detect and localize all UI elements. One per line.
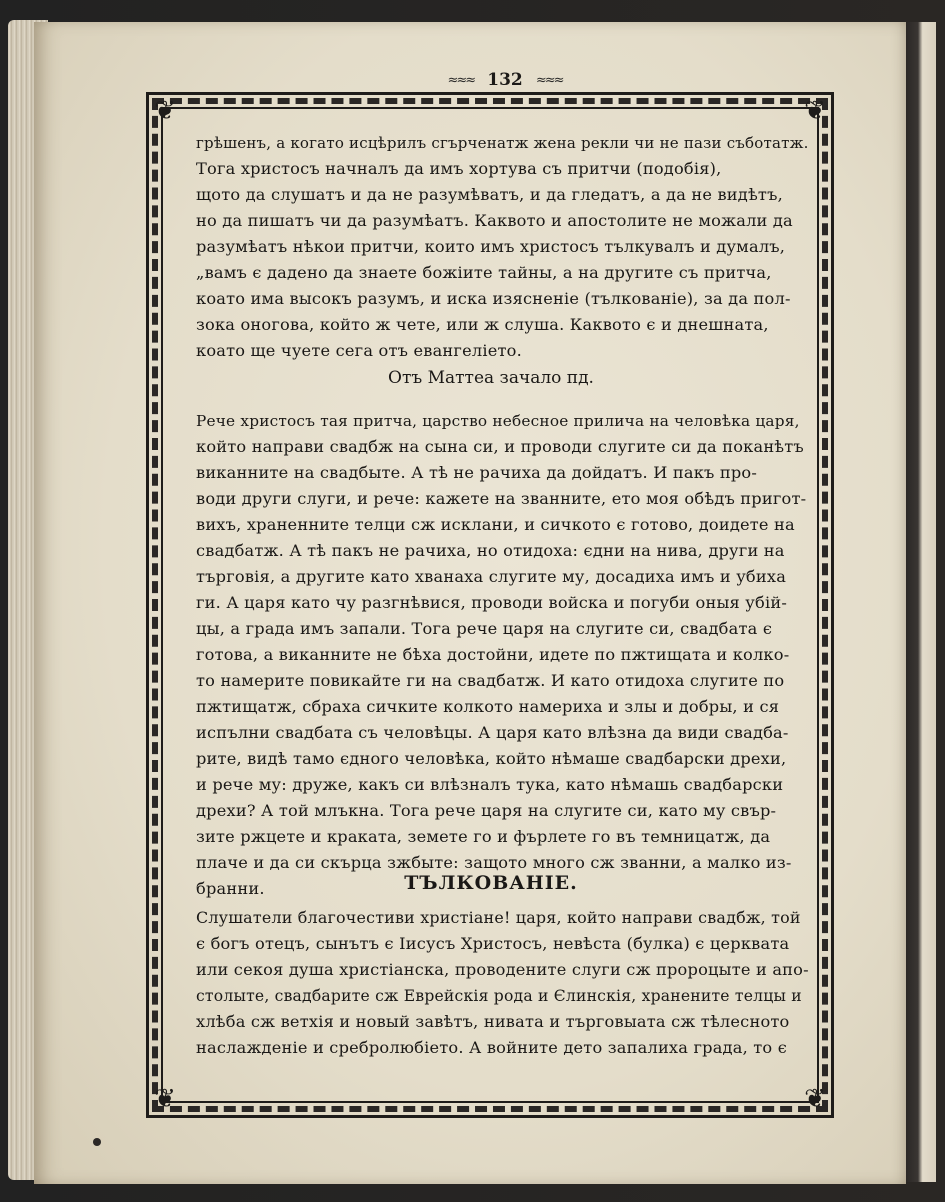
text-line: вихъ, храненните телци сж исклани, и сичкото є готово, доидете на bbox=[196, 515, 795, 534]
text-line: свадбатж. А тѣ пакъ не рачиха, но отидоха: єдни на нива, други на bbox=[196, 541, 785, 560]
text-line: „вамъ є дадено да знаете божіите тайны, а на другите съ притча, bbox=[196, 263, 772, 282]
text-line: готова, а виканните не бѣха достойни, идете по пжтищата и колко- bbox=[196, 645, 790, 664]
text-line: бранни. bbox=[196, 879, 265, 898]
text-line: зока оногова, който ж чете, или ж слуша. Каквото є и днешната, bbox=[196, 315, 769, 334]
text-line: и рече му: друже, какъ си влѣзналъ тука, като нѣмашь свадбарски bbox=[196, 775, 784, 794]
text-line: наслажденіе и сребролюбіето. А войните дето запалиха града, то є bbox=[196, 1038, 787, 1057]
text-line: рите, видѣ тамо єдного человѣка, който нѣмаше свадбарски дрехи, bbox=[196, 749, 787, 768]
text-line: є богъ отецъ, сынътъ є Іисусъ Христосъ, невѣста (булка) є церквата bbox=[196, 934, 790, 953]
text-line: пжтищатж, сбраха сичките колкото намериха и злы и добры, и ся bbox=[196, 697, 780, 716]
text-line: Тога христосъ начналъ да имъ хортува съ притчи (подобія), bbox=[196, 159, 722, 178]
text-line: зите ржцете и краката, земете го и фърлете го въ темницатж, да bbox=[196, 827, 771, 846]
text-line: води други слуги, и рече: кажете на званните, ето моя обѣдъ пригот- bbox=[196, 489, 807, 508]
text-line: хлѣба сж ветхія и новый завѣтъ, нивата и търговыата сж тѣлесното bbox=[196, 1012, 790, 1031]
reading-title: Отъ Маттеа зачало пд. bbox=[388, 368, 594, 388]
ink-spot bbox=[93, 1138, 101, 1146]
text-line: Рече христосъ тая притча, царство небесное прилича на человѣка царя, bbox=[196, 412, 800, 430]
corner-ornament-icon: ❦ bbox=[804, 1084, 826, 1114]
text-line: Слушатели благочестиви христіане! царя, който направи свадбж, той bbox=[196, 908, 801, 927]
intro-paragraph bbox=[196, 130, 810, 364]
text-line: цы, а града имъ запали. Тога рече царя на слугите си, свадбата є bbox=[196, 619, 773, 638]
text-line: търговія, а другите като хванаха слугите му, досадиха имъ и убиха bbox=[196, 567, 787, 586]
text-line: то намерите повикайте ги на свадбатж. И като отидоха слугите по bbox=[196, 671, 785, 690]
text-line: плаче и да си скърца зжбыте: защото много сж званни, а малко из- bbox=[196, 853, 792, 872]
text-line: коато има высокъ разумъ, и иска изясненіе (тълкованіе), за да пол- bbox=[196, 289, 791, 308]
corner-ornament-icon: ❦ bbox=[154, 96, 176, 126]
text-line: разумѣатъ нѣкои притчи, които имъ христосъ тълкувалъ и думалъ, bbox=[196, 237, 786, 256]
text-line: или секоя душа христіанска, проводените слуги сж пророцыте и апо- bbox=[196, 960, 809, 979]
corner-ornament-icon: ❦ bbox=[154, 1084, 176, 1114]
text-line: коато ще чуете сега отъ евангеліето. bbox=[196, 341, 522, 360]
text-line: ги. А царя като чу разгнѣвися, проводи войска и погуби оныя убій- bbox=[196, 593, 787, 612]
ornament-right-icon: ≈≈≈ bbox=[535, 73, 563, 88]
text-line: щото да слушатъ и да не разумѣватъ, и да гледатъ, а да не видѣтъ, bbox=[196, 185, 783, 204]
text-line: дрехи? А той млъкна. Тога рече царя на слугите си, като му свър- bbox=[196, 801, 777, 820]
text-line: който направи свадбж на сына си, и проводи слугите си да поканѣтъ bbox=[196, 437, 804, 456]
text-line: но да пишатъ чи да разумѣатъ. Каквото и апостолите не можали да bbox=[196, 211, 793, 230]
facing-page-edge bbox=[906, 22, 936, 1182]
text-line: виканните на свадбыте. А тѣ не рачиха да дойдатъ. И пакъ про- bbox=[196, 463, 758, 482]
ornament-left-icon: ≈≈≈ bbox=[447, 73, 475, 88]
commentary-paragraph bbox=[196, 905, 810, 1061]
commentary-title: ТЪЛКОВАНІЕ. bbox=[404, 872, 578, 894]
text-line: испълни свадбата съ человѣцы. А царя като влѣзна да види свадба- bbox=[196, 723, 789, 742]
text-line: столыте, свадбарите сж Еврейскія рода и Єлинскія, хранените телцы и bbox=[196, 987, 802, 1005]
corner-ornament-icon: ❦ bbox=[804, 96, 826, 126]
gospel-paragraph bbox=[196, 408, 810, 902]
text-line: грѣшенъ, а когато исцѣрилъ сгърченатж жена рекли чи не пази съботатж. bbox=[196, 134, 809, 152]
page-number: 132 bbox=[487, 70, 523, 90]
